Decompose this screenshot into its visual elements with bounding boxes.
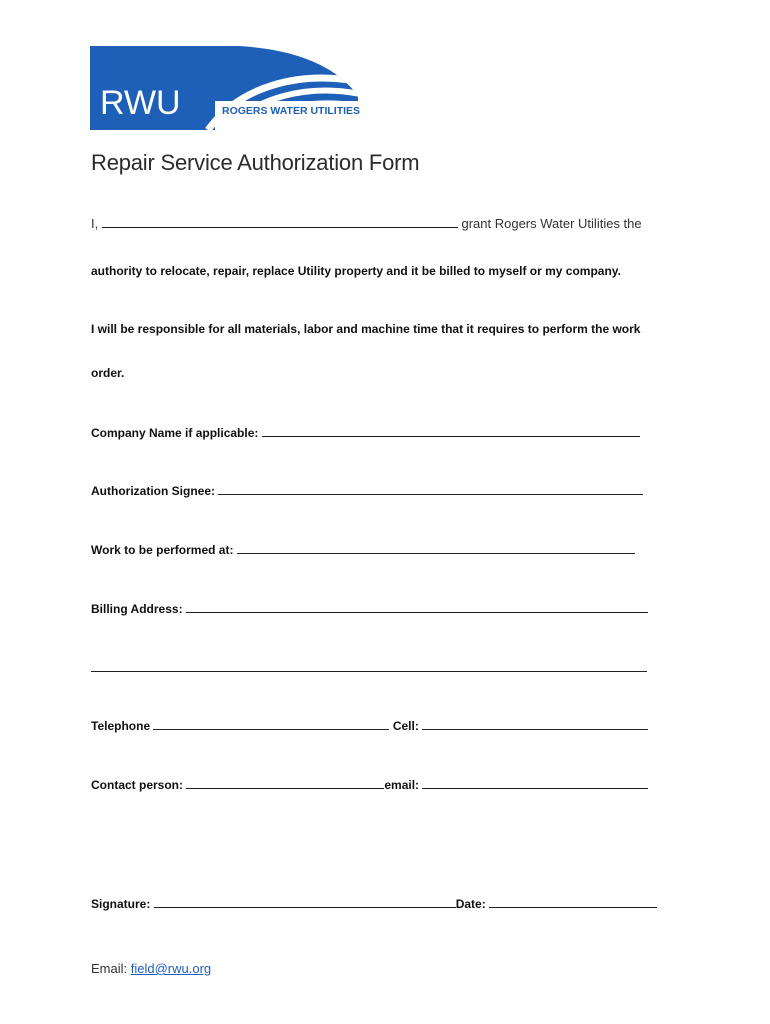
cell-label: Cell:: [392, 719, 419, 733]
signature-label: Signature:: [91, 897, 151, 911]
signature-row: [91, 896, 657, 912]
responsibility-text: I will be responsible for all materials, labor and machine time that it requires to perform the work: [91, 322, 641, 336]
intro-prefix: I,: [91, 216, 99, 231]
email-field[interactable]: [422, 777, 648, 789]
responsibility-text-continued: order.: [91, 366, 125, 380]
cell-field[interactable]: [422, 718, 648, 730]
footer-email-link[interactable]: field@rwu.org: [130, 961, 212, 976]
rwu-logo: [90, 46, 360, 130]
footer-email-label: Email:: [91, 961, 128, 976]
company-name-label: Company Name if applicable:: [91, 426, 259, 440]
company-name-field[interactable]: [262, 425, 640, 437]
contact-person-field[interactable]: [186, 777, 384, 789]
signature-field[interactable]: [154, 896, 456, 908]
billing-address-field-2[interactable]: [91, 660, 647, 672]
work-location-label: Work to be performed at:: [91, 543, 234, 557]
work-location-row: [91, 542, 635, 558]
date-label: Date:: [455, 897, 486, 911]
email-label: email:: [384, 778, 420, 792]
telephone-row: [91, 718, 648, 734]
name-input-line[interactable]: [102, 216, 458, 228]
logo-abbreviation: RWU: [100, 84, 181, 122]
company-name-row: [91, 425, 640, 441]
billing-address-row: [91, 601, 648, 617]
telephone-field[interactable]: [153, 718, 389, 730]
logo-full-name: ROGERS WATER UTILITIES: [222, 105, 360, 117]
page-title: Repair Service Authorization Form: [91, 150, 420, 175]
telephone-label: Telephone: [91, 719, 151, 733]
authorization-signee-field[interactable]: [218, 483, 643, 495]
work-location-field[interactable]: [237, 542, 635, 554]
contact-row: [91, 777, 648, 793]
billing-address-continued-row: [91, 660, 647, 676]
intro-suffix: grant Rogers Water Utilities the: [461, 216, 642, 231]
authority-text: authority to relocate, repair, replace Utility property and it be billed to myself or my company.: [91, 264, 621, 278]
billing-address-label: Billing Address:: [91, 602, 183, 616]
rwu-logo-graphic: [90, 46, 360, 130]
footer-email: [91, 961, 211, 977]
intro-line: [91, 216, 642, 232]
contact-person-label: Contact person:: [91, 778, 184, 792]
date-field[interactable]: [489, 896, 657, 908]
authorization-signee-label: Authorization Signee:: [91, 484, 215, 498]
authorization-signee-row: [91, 483, 643, 499]
billing-address-field[interactable]: [186, 601, 648, 613]
